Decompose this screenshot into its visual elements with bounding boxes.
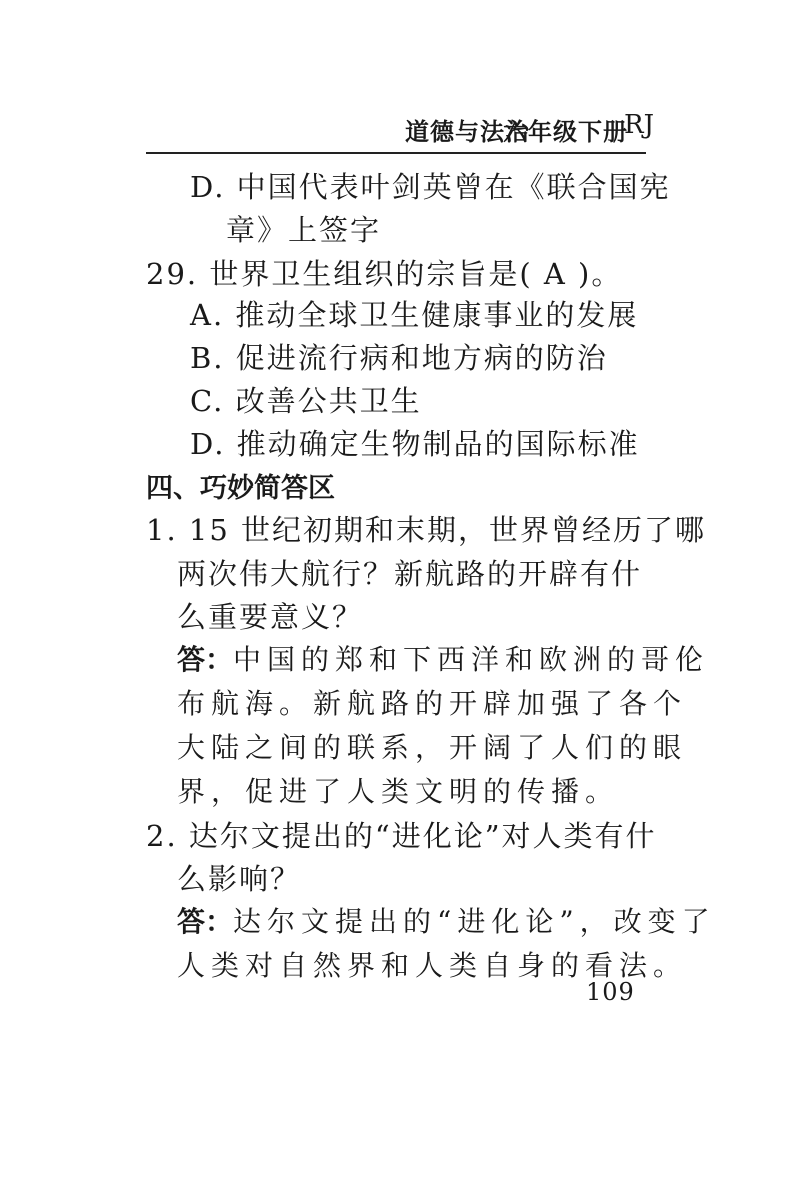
q29-option-a: A. 推动全球卫生健康事业的发展	[190, 298, 639, 332]
answer-label: 答：	[177, 643, 234, 676]
answer-label: 答：	[177, 905, 234, 938]
page-number: 109	[586, 978, 635, 1006]
q28-option-d-line-2: 章》上签字	[226, 213, 382, 247]
sq1-answer-text-1: 中国的郑和下西洋和欧洲的哥伦	[233, 643, 710, 676]
q29-option-b: B. 促进流行病和地方病的防治	[190, 341, 608, 375]
sq1-answer-line-3: 大陆之间的联系，开阔了人们的眼	[177, 731, 688, 764]
sq1-question-line-1: 1. 15 世纪初期和末期，世界曾经历了哪	[146, 513, 707, 547]
sq1-answer-line-2: 布航海。新航路的开辟加强了各个	[177, 687, 688, 720]
sq1-question-line-3: 么重要意义？	[177, 600, 364, 634]
sq2-answer-text-1: 达尔文提出的“进化论”，改变了	[233, 905, 716, 938]
sq2-answer-line-1	[177, 900, 716, 940]
header-edition: RJ	[624, 110, 654, 140]
q29-option-c: C. 改善公共卫生	[190, 384, 422, 418]
header-subject: 道德与法治	[405, 118, 530, 146]
section-title: 四、巧妙简答区	[146, 473, 335, 504]
sq1-answer-line-1	[177, 638, 709, 678]
header-grade: 六年级下册	[503, 118, 628, 146]
sq2-answer-line-2: 人类对自然界和人类自身的看法。	[177, 949, 688, 982]
sq2-question-line-1: 2. 达尔文提出的“进化论”对人类有什	[146, 819, 657, 853]
sq1-answer-line-4: 界，促进了人类文明的传播。	[177, 775, 620, 808]
sq1-question-line-2: 两次伟大航行？新航路的开辟有什	[177, 557, 643, 591]
header-divider	[146, 152, 646, 154]
q28-option-d-line-1: D. 中国代表叶剑英曾在《联合国宪	[190, 170, 671, 204]
q29-stem: 29. 世界卫生组织的宗旨是( A )。	[146, 257, 623, 291]
q29-option-d: D. 推动确定生物制品的国际标准	[190, 427, 640, 461]
sq2-question-line-2: 么影响？	[177, 862, 302, 896]
